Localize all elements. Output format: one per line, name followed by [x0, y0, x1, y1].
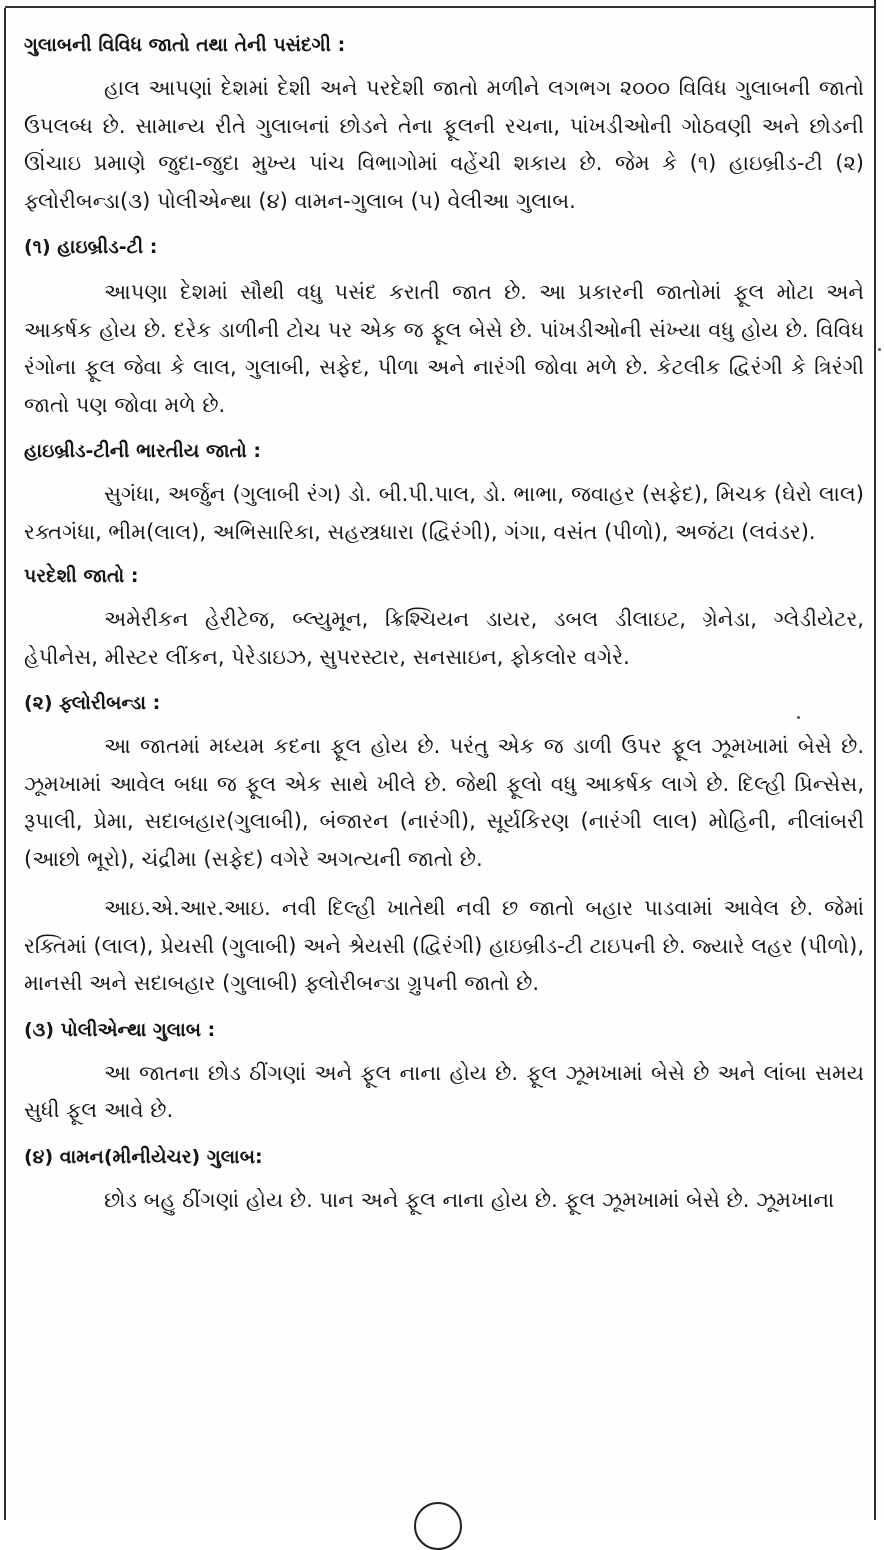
intro-paragraph: હાલ આપણાં દેશમાં દેશી અને પરદેશી જાતો મળીને લગભગ ૨૦૦૦ વિવિધ ગુલાબની જાતો ઉપલબ્ધ છે. સામાન્ય રીતે ગુલાબનાં છોડને તેના ફૂલની રચના, પાંખડીઓની ગોઠવણી અને છોડની ઊંચાઇ પ્રમાણે જુદા-જુદા મુખ્ય પાંચ વિભાગોમાં વહેંચી શકાય છે. જેમ કે (૧) હાઇબ્રીડ-ટી (૨) ફ્લોરીબન્ડા(૩) પોલીએન્થા (૪) વામન-ગુલાબ (૫) વેલીઆ ગુલાબ. — [24, 76, 864, 213]
miniature-paragraph: છોડ બહુ ઠીંગણાં હોય છે. પાન અને ફૂલ નાના હોય છે. ફૂલ ઝૂમખામાં બેસે છે. ઝૂમખાના — [104, 1187, 835, 1212]
page-content — [24, 30, 864, 1219]
polyantha-heading: (૩) પોલીએન્થા ગુલાબ : — [24, 1018, 216, 1041]
floribunda-paragraph: આ જાતમાં મધ્યમ કદના ફૂલ હોય છે. પરંતુ એક જ ડાળી ઉપર ફૂલ ઝૂમખામાં બેસે છે. ઝૂમખામાં આવેલ બધા જ ફૂલ એક સાથે ખીલે છે. જેથી ફૂલો વધુ આકર્ષક લાગે છે. દિલ્હી પ્રિન્સેસ, રૂપાલી, પ્રેમા, સદાબહાર(ગુલાબી), બંજારન (નારંગી), સૂર્યકિરણ (નારંગી લાલ) મોહિની, નીલાંબરી (આછો ભૂરો), ચંદ્રીમા (સફેદ) વગેરે અગત્યની જાતો છે. — [24, 734, 864, 871]
indian-varieties-paragraph: સુગંધા, અર્જુન (ગુલાબી રંગ) ડો. બી.પી.પાલ, ડો. ભાભા, જવાહર (સફેદ), મિચક (ઘેરો લાલ) રક્તગંધા, ભીમ(લાલ), અભિસારિકા, સહસ્ત્રધારા (દ્વિરંગી), ગંગા, વસંત (પીળો), અજંટા (લવંડર). — [24, 482, 864, 544]
foreign-varieties-heading: પરદેશી જાતો : — [24, 565, 139, 587]
page-number-circle — [414, 1502, 462, 1550]
hybrid-tea-heading: (૧) હાઇબ્રીડ-ટી : — [24, 236, 158, 258]
iari-varieties-paragraph: આઇ.એ.આર.આઇ. નવી દિલ્હી ખાતેથી નવી છ જાતો બહાર પાડવામાં આવેલ છે. જેમાં રક્તિમાં (લાલ), પ્રેયસી (ગુલાબી) અને શ્રેયસી (દ્વિરંગી) હાઇબ્રીડ-ટી ટાઇપની છે. જ્યારે લહર (પીળો), માનસી અને સદાબહાર (ગુલાબી) ફ્લોરીબન્ડા ગ્રુપની જાતો છે. — [24, 896, 864, 995]
page-border-left — [4, 8, 6, 1520]
polyantha-paragraph: આ જાતના છોડ ઠીંગણાં અને ફૂલ નાના હોય છે. ફૂલ ઝૂમખામાં બેસે છે અને લાંબા સમય સુધી ફૂલ આવે છે. — [24, 1060, 864, 1122]
hybrid-tea-paragraph: આપણા દેશમાં સૌથી વધુ પસંદ કરાતી જાત છે. આ પ્રકારની જાતોમાં ફૂલ મોટા અને આકર્ષક હોય છે. દરેક ડાળીની ટોચ પર એક જ ફૂલ બેસે છે. પાંખડીઓની સંખ્યા વધુ હોય છે. વિવિધ રંગોના ફૂલ જેવા કે લાલ, ગુલાબી, સફેદ, પીળા અને નારંગી જોવા મળે છે. કેટલીક દ્વિરંગી કે ત્રિરંગી જાતો પણ જોવા મળે છે. — [24, 280, 864, 417]
page-border-right — [874, 0, 876, 1520]
miniature-heading: (૪) વામન(મીનીયેચર) ગુલાબ: — [24, 1145, 263, 1168]
scan-speck — [878, 348, 881, 351]
page-border-top — [5, 6, 875, 8]
indian-varieties-heading: હાઇબ્રીડ-ટીની ભારતીય જાતો : — [24, 440, 262, 462]
scan-speck — [797, 716, 800, 719]
floribunda-heading: (૨) ફ્લોરીબન્ડા : — [24, 692, 161, 714]
foreign-varieties-paragraph: અમેરીકન હેરીટેજ, બ્લ્યુમૂન, ક્રિશ્ચિયન ડાયર, ડબલ ડીલાઇટ, ગ્રેનેડા, ગ્લેડીયેટર, હેપીનેસ, મીસ્ટર લીંકન, પેરેડાઇઝ, સુપરસ્ટાર, સનસાઇન, ફોકલોર વગેરે. — [24, 607, 864, 669]
main-heading: ગુલાબની વિવિધ જાતો તથા તેની પસંદગી : — [24, 34, 346, 56]
